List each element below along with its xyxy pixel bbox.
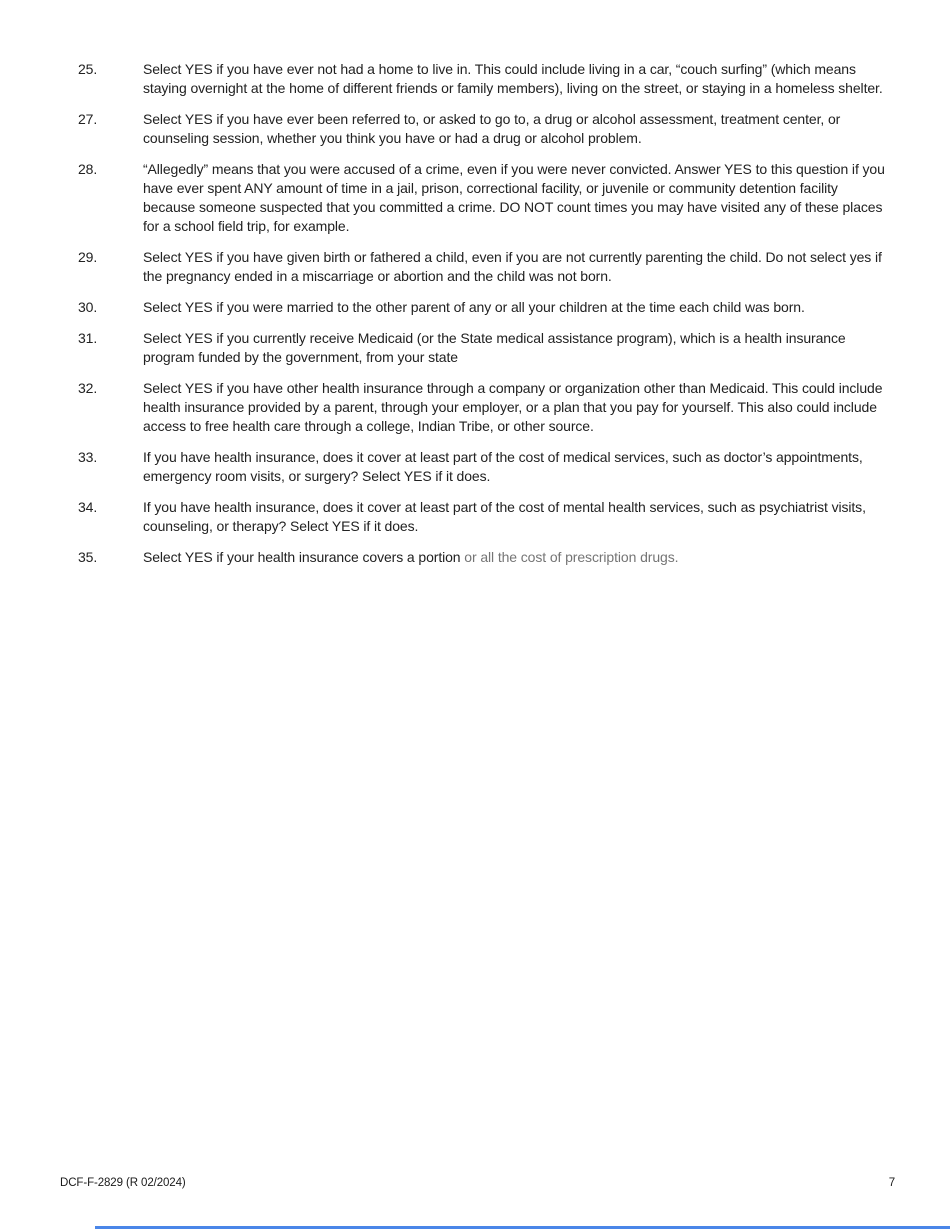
- footer-form-id: DCF-F-2829 (R 02/2024): [60, 1177, 186, 1189]
- footer-page-number: 7: [888, 1177, 895, 1189]
- item-text: [143, 548, 887, 567]
- item-text: If you have health insurance, does it cover at least part of the cost of mental health services, such as psychiatrist visits, counseling, or therapy? Select YES if it does.: [143, 499, 866, 534]
- instruction-list: [78, 60, 887, 579]
- item-text: “Allegedly” means that you were accused of a crime, even if you were never convicted. Answer YES to this question if you have ever spent ANY amount of time in a jail, prison, correctional facility, or juvenile or community detention facility because someone suspected that you committed a crime. DO NOT count times you may have visited any of these places for a school field trip, for example.: [143, 161, 885, 234]
- bottom-blue-line: [95, 1226, 950, 1229]
- list-item: [78, 498, 887, 536]
- item-text: Select YES if you have ever not had a home to live in. This could include living in a car, “couch surfing” (which means staying overnight at the home of different friends or family members), living on the street, or staying in a homeless shelter.: [143, 61, 883, 96]
- list-item: [78, 60, 887, 98]
- item-text: Select YES if you currently receive Medicaid (or the State medical assistance program), which is a health insurance program funded by the government, from your state: [143, 330, 846, 365]
- item-number: 34.: [78, 499, 98, 515]
- item-number: 31.: [78, 330, 98, 346]
- list-item: [78, 160, 887, 236]
- item-number: 27.: [78, 111, 98, 127]
- item-text: If you have health insurance, does it cover at least part of the cost of medical services, such as doctor’s appointments, emergency room visits, or surgery? Select YES if it does.: [143, 449, 863, 484]
- item-number: 30.: [78, 299, 98, 315]
- item-number: 29.: [78, 249, 98, 265]
- item-number: 35.: [78, 549, 98, 565]
- item-number: 33.: [78, 449, 98, 465]
- list-item: [78, 248, 887, 286]
- item-text: Select YES if you were married to the other parent of any or all your children at the time each child was born.: [143, 299, 805, 315]
- page-footer: [60, 1176, 895, 1190]
- list-item: [78, 110, 887, 148]
- item-text: Select YES if you have other health insurance through a company or organization other than Medicaid. This could include health insurance provided by a parent, through your employer, or a plan that you pay for yourself. This also could include access to free health care through a college, Indian Tribe, or other source.: [143, 380, 883, 434]
- item-number: 28.: [78, 161, 98, 177]
- list-item: [78, 379, 887, 436]
- item-text: Select YES if you have ever been referred to, or asked to go to, a drug or alcohol assessment, treatment center, or counseling session, whether you think you have or had a drug or alcohol problem.: [143, 111, 841, 146]
- list-item: [78, 298, 887, 317]
- list-item: [78, 548, 887, 567]
- item-text-primary: Select YES if your health insurance covers a portion: [143, 549, 465, 565]
- item-number: 32.: [78, 380, 98, 396]
- item-number: 25.: [78, 61, 98, 77]
- list-item: [78, 329, 887, 367]
- list-item: [78, 448, 887, 486]
- item-text-muted-suffix: or all the cost of prescription drugs.: [464, 549, 679, 565]
- item-text: Select YES if you have given birth or fathered a child, even if you are not currently parenting the child. Do not select yes if the pregnancy ended in a miscarriage or abortion and the child was not born.: [143, 249, 882, 284]
